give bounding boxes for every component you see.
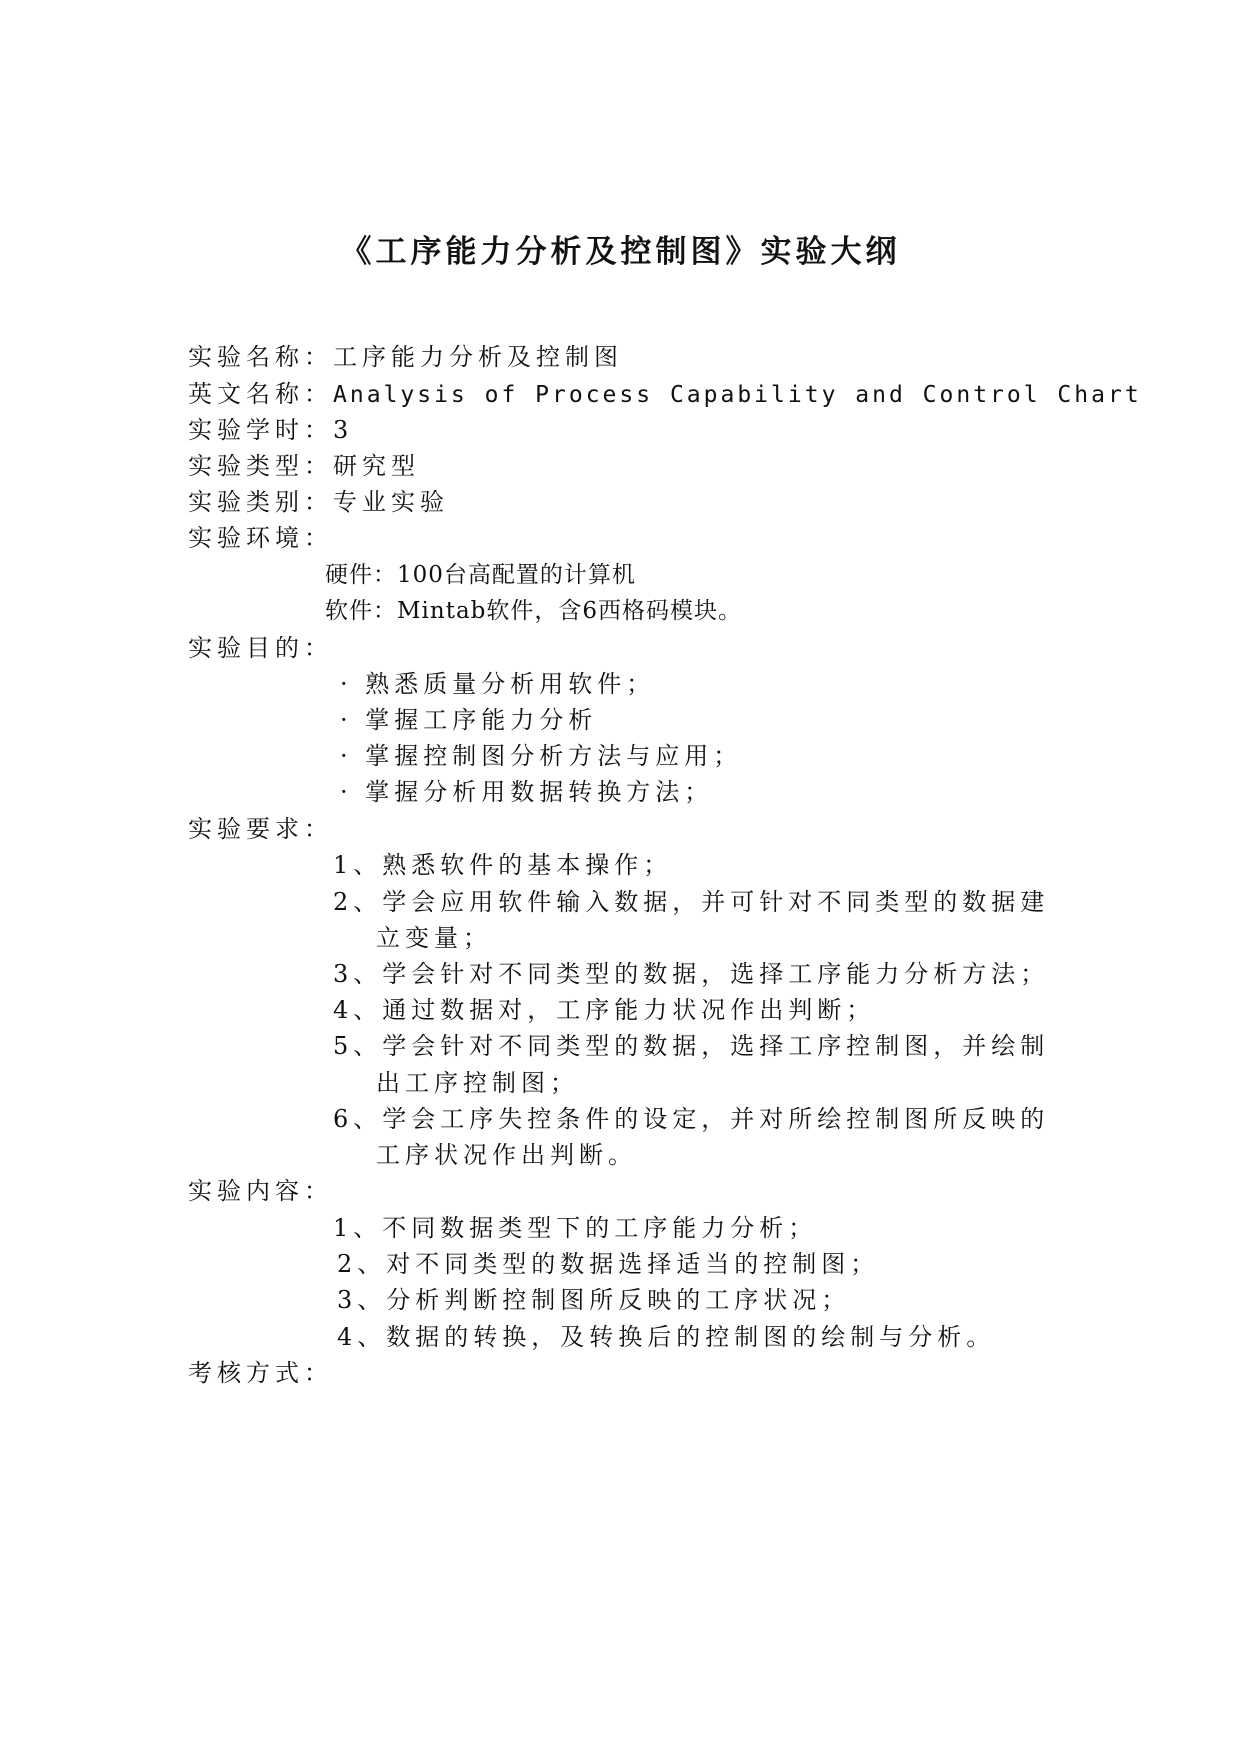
requirement-item: 1、熟悉软件的基本操作； [333,851,673,879]
document-title: 《工序能力分析及控制图》实验大纲 [340,234,901,270]
section-purpose [188,628,333,668]
field-value: 工序能力分析及控制图 [333,343,623,371]
section-content [188,1171,333,1211]
requirement-item-continuation: 出工序控制图； [376,1069,579,1097]
field-environment [188,518,333,558]
field-label: 实验类别： [188,488,333,516]
requirement-item: 3、学会针对不同类型的数据，选择工序能力分析方法； [333,960,1050,988]
field-label: 实验学时： [188,416,333,444]
field-value: 3 [333,416,354,444]
field-label: 实验环境： [188,524,333,552]
requirement-item-continuation: 立变量； [376,924,492,952]
field-type [188,446,420,486]
requirement-item: 2、学会应用软件输入数据，并可针对不同类型的数据建 [333,888,1050,916]
field-english-name [188,374,1142,414]
content-item: 2、对不同类型的数据选择适当的控制图； [337,1250,880,1278]
field-label: 实验类型： [188,452,333,480]
content-item: 3、分析判断控制图所反映的工序状况； [337,1286,851,1314]
field-experiment-name [188,337,623,377]
section-label: 实验要求： [188,815,333,843]
section-requirements [188,809,333,849]
purpose-item: · 掌握分析用数据转换方法； [340,778,714,806]
field-label: 实验名称： [188,343,333,371]
section-assessment [188,1353,333,1393]
field-hours [188,410,353,450]
content-item: 4、数据的转换，及转换后的控制图的绘制与分析。 [337,1323,996,1351]
section-label: 考核方式： [188,1359,333,1387]
section-label: 实验内容： [188,1177,333,1205]
requirement-item: 5、学会针对不同类型的数据，选择工序控制图，并绘制 [333,1032,1050,1060]
environment-hardware: 硬件：100台高配置的计算机 [325,562,636,588]
requirement-item-continuation: 工序状况作出判断。 [376,1141,637,1169]
requirement-item: 4、通过数据对，工序能力状况作出判断； [333,996,876,1024]
purpose-item: · 熟悉质量分析用软件； [340,670,656,698]
section-label: 实验目的： [188,634,333,662]
purpose-item: · 掌握控制图分析方法与应用； [340,742,743,770]
purpose-item: · 掌握工序能力分析 [340,706,598,734]
field-category [188,482,449,522]
content-item: 1、不同数据类型下的工序能力分析； [333,1214,818,1242]
requirement-item: 6、学会工序失控条件的设定，并对所绘控制图所反映的 [333,1105,1050,1133]
field-value: 专业实验 [333,488,449,516]
environment-software: 软件：Mintab软件，含6西格码模块。 [325,598,743,624]
field-value: Analysis of Process Capability and Control Chart [333,382,1142,408]
field-label: 英文名称： [188,380,333,408]
field-value: 研究型 [333,452,420,480]
